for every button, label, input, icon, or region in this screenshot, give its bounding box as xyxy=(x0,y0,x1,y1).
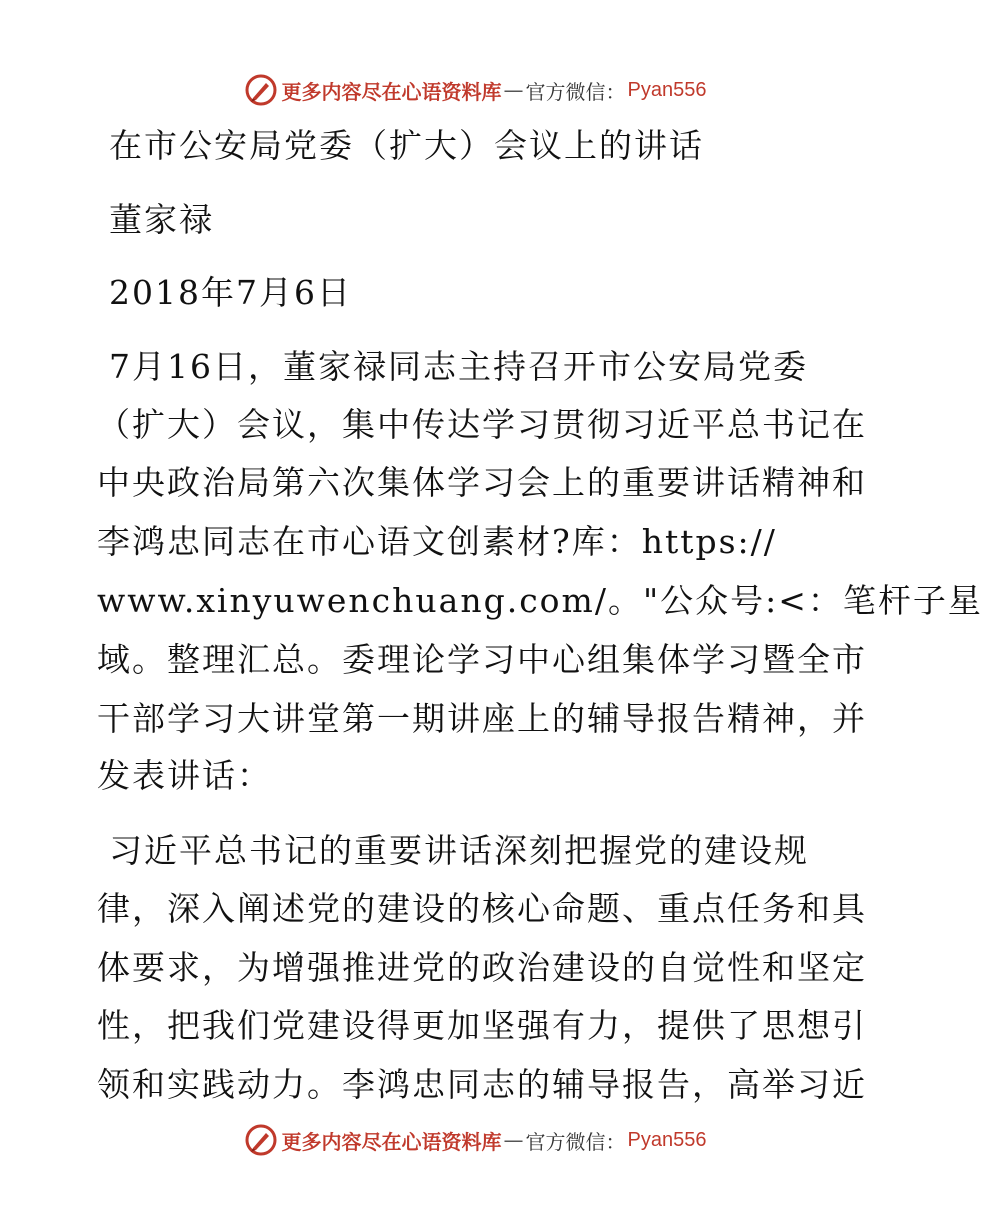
paragraph-line: 7月16日，董家禄同志主持召开市公安局党委 xyxy=(109,347,808,386)
banner-wechat-id: Pyan556 xyxy=(627,1128,707,1151)
banner-separator: — xyxy=(503,1128,524,1152)
paragraph-line: 干部学习大讲堂第一期讲座上的辅导报告精神，并 xyxy=(97,699,867,738)
paragraph-line: 性，把我们党建设得更加坚强有力，提供了思想引 xyxy=(97,1006,867,1045)
footer-banner xyxy=(0,1120,950,1160)
banner-wechat-label: 官方微信： xyxy=(525,1129,626,1154)
paragraph-line: 发表讲话： xyxy=(97,756,272,795)
paragraph-line: 律，深入阐述党的建设的核心命题、重点任务和具 xyxy=(97,889,867,928)
pen-logo-icon xyxy=(244,1123,278,1157)
paragraph-line: 习近平总书记的重要讲话深刻把握党的建设规 xyxy=(109,831,809,870)
pen-logo-icon xyxy=(244,73,278,107)
banner-wechat-label: 官方微信： xyxy=(525,79,626,104)
paragraph-line: 中央政治局第六次集体学习会上的重要讲话精神和 xyxy=(97,463,867,502)
header-banner xyxy=(0,70,950,110)
document-author: 董家禄 xyxy=(109,200,214,239)
banner-brand-text: 更多内容尽在心语资料库 xyxy=(281,1129,502,1154)
banner-brand-text: 更多内容尽在心语资料库 xyxy=(281,79,502,104)
paragraph-line: （扩大）会议，集中传达学习贯彻习近平总书记在 xyxy=(97,405,867,444)
paragraph-line: 李鸿忠同志在市心语文创素材?库：https:// xyxy=(97,522,777,561)
document-date: 2018年7月6日 xyxy=(109,273,352,312)
banner-wechat-id: Pyan556 xyxy=(627,78,707,101)
paragraph-line: www.xinyuwenchuang.com/。"公众号:<：笔杆子星 xyxy=(97,581,983,620)
paragraph-line: 体要求，为增强推进党的政治建设的自觉性和坚定 xyxy=(97,948,867,987)
paragraph-line: 领和实践动力。李鸿忠同志的辅导报告，高举习近 xyxy=(97,1065,867,1104)
paragraph-line: 域。整理汇总。委理论学习中心组集体学习暨全市 xyxy=(97,640,867,679)
banner-separator: — xyxy=(503,78,524,102)
document-title: 在市公安局党委（扩大）会议上的讲话 xyxy=(109,126,704,165)
